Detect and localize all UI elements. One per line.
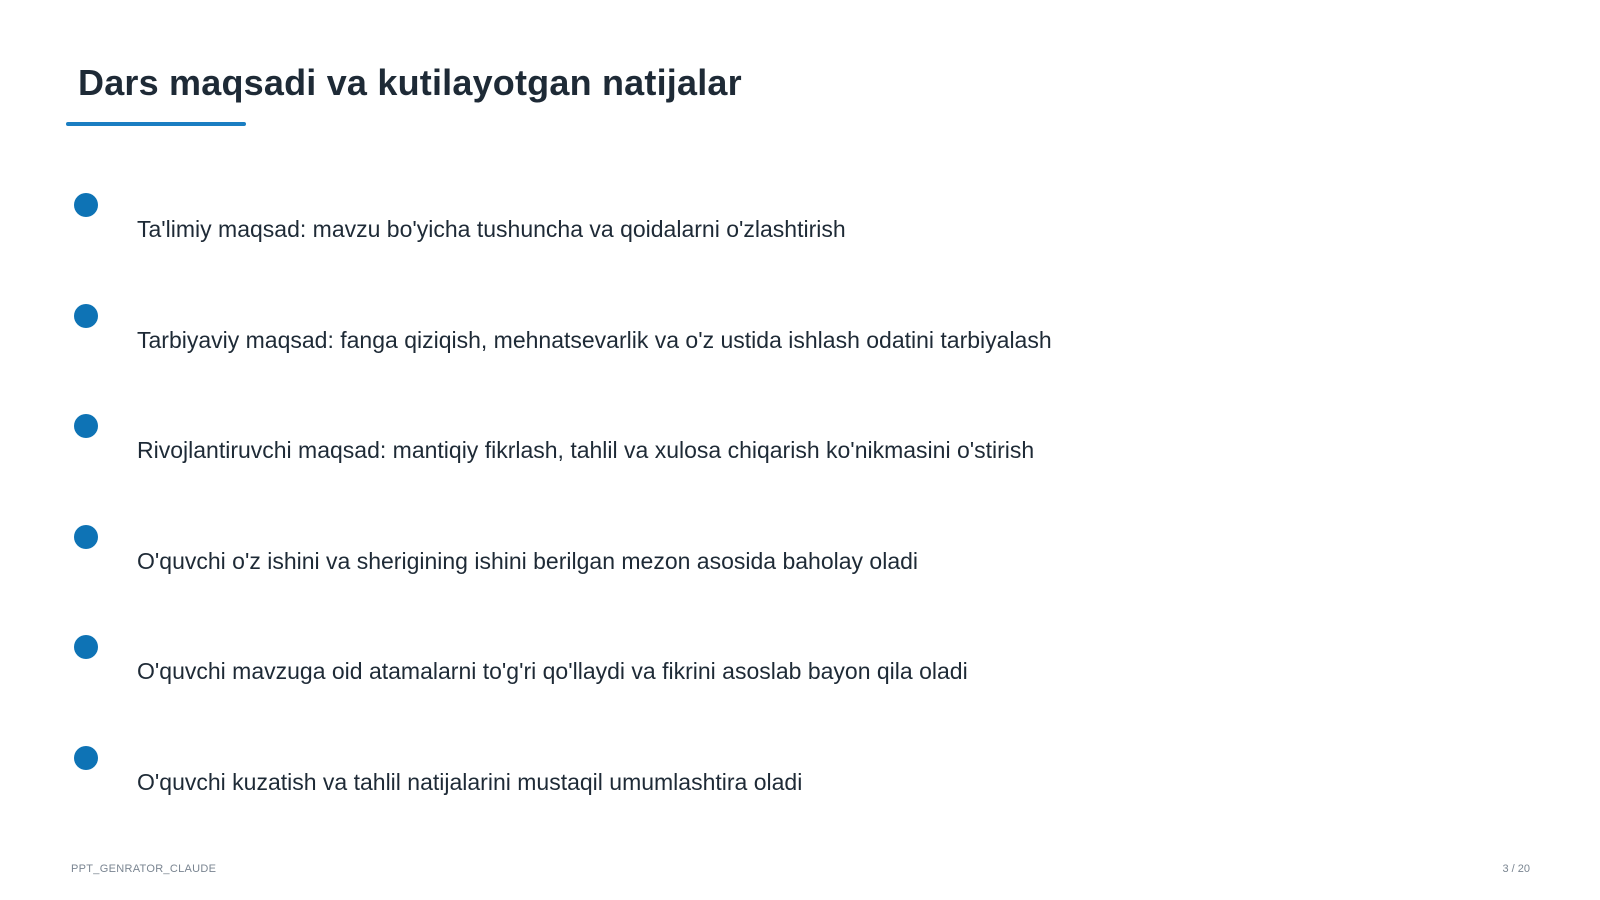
bullet-dot-icon (74, 746, 98, 770)
bullet-text: O'quvchi kuzatish va tahlil natijalarini mustaqil umumlashtira oladi (137, 769, 803, 795)
bullet-dot-icon (74, 525, 98, 549)
bullet-item (0, 193, 1400, 253)
bullet-text: Rivojlantiruvchi maqsad: mantiqiy fikrlash, tahlil va xulosa chiqarish ko'nikmasini o'stirish (137, 437, 1035, 463)
title-underline (66, 122, 246, 126)
bullet-item (0, 635, 1400, 695)
bullet-item (0, 304, 1400, 364)
bullet-text: Ta'limiy maqsad: mavzu bo'yicha tushuncha va qoidalarni o'zlashtirish (137, 216, 846, 242)
bullet-dot-icon (74, 635, 98, 659)
bullet-item (0, 525, 1400, 585)
bullet-dot-icon (74, 414, 98, 438)
bullet-item (0, 414, 1400, 474)
footer-label: PPT_GENRATOR_CLAUDE (71, 863, 217, 875)
bullet-text: O'quvchi mavzuga oid atamalarni to'g'ri qo'llaydi va fikrini asoslab bayon qila oladi (137, 658, 968, 684)
page-number: 3 / 20 (1502, 863, 1530, 875)
bullet-dot-icon (74, 193, 98, 217)
slide-title: Dars maqsadi va kutilayotgan natijalar (78, 62, 742, 103)
bullet-text: O'quvchi o'z ishini va sherigining ishini berilgan mezon asosida baholay oladi (137, 548, 919, 574)
bullet-item (0, 746, 1400, 806)
bullet-text: Tarbiyaviy maqsad: fanga qiziqish, mehnatsevarlik va o'z ustida ishlash odatini tarbiyalash (137, 327, 1052, 353)
bullet-dot-icon (74, 304, 98, 328)
